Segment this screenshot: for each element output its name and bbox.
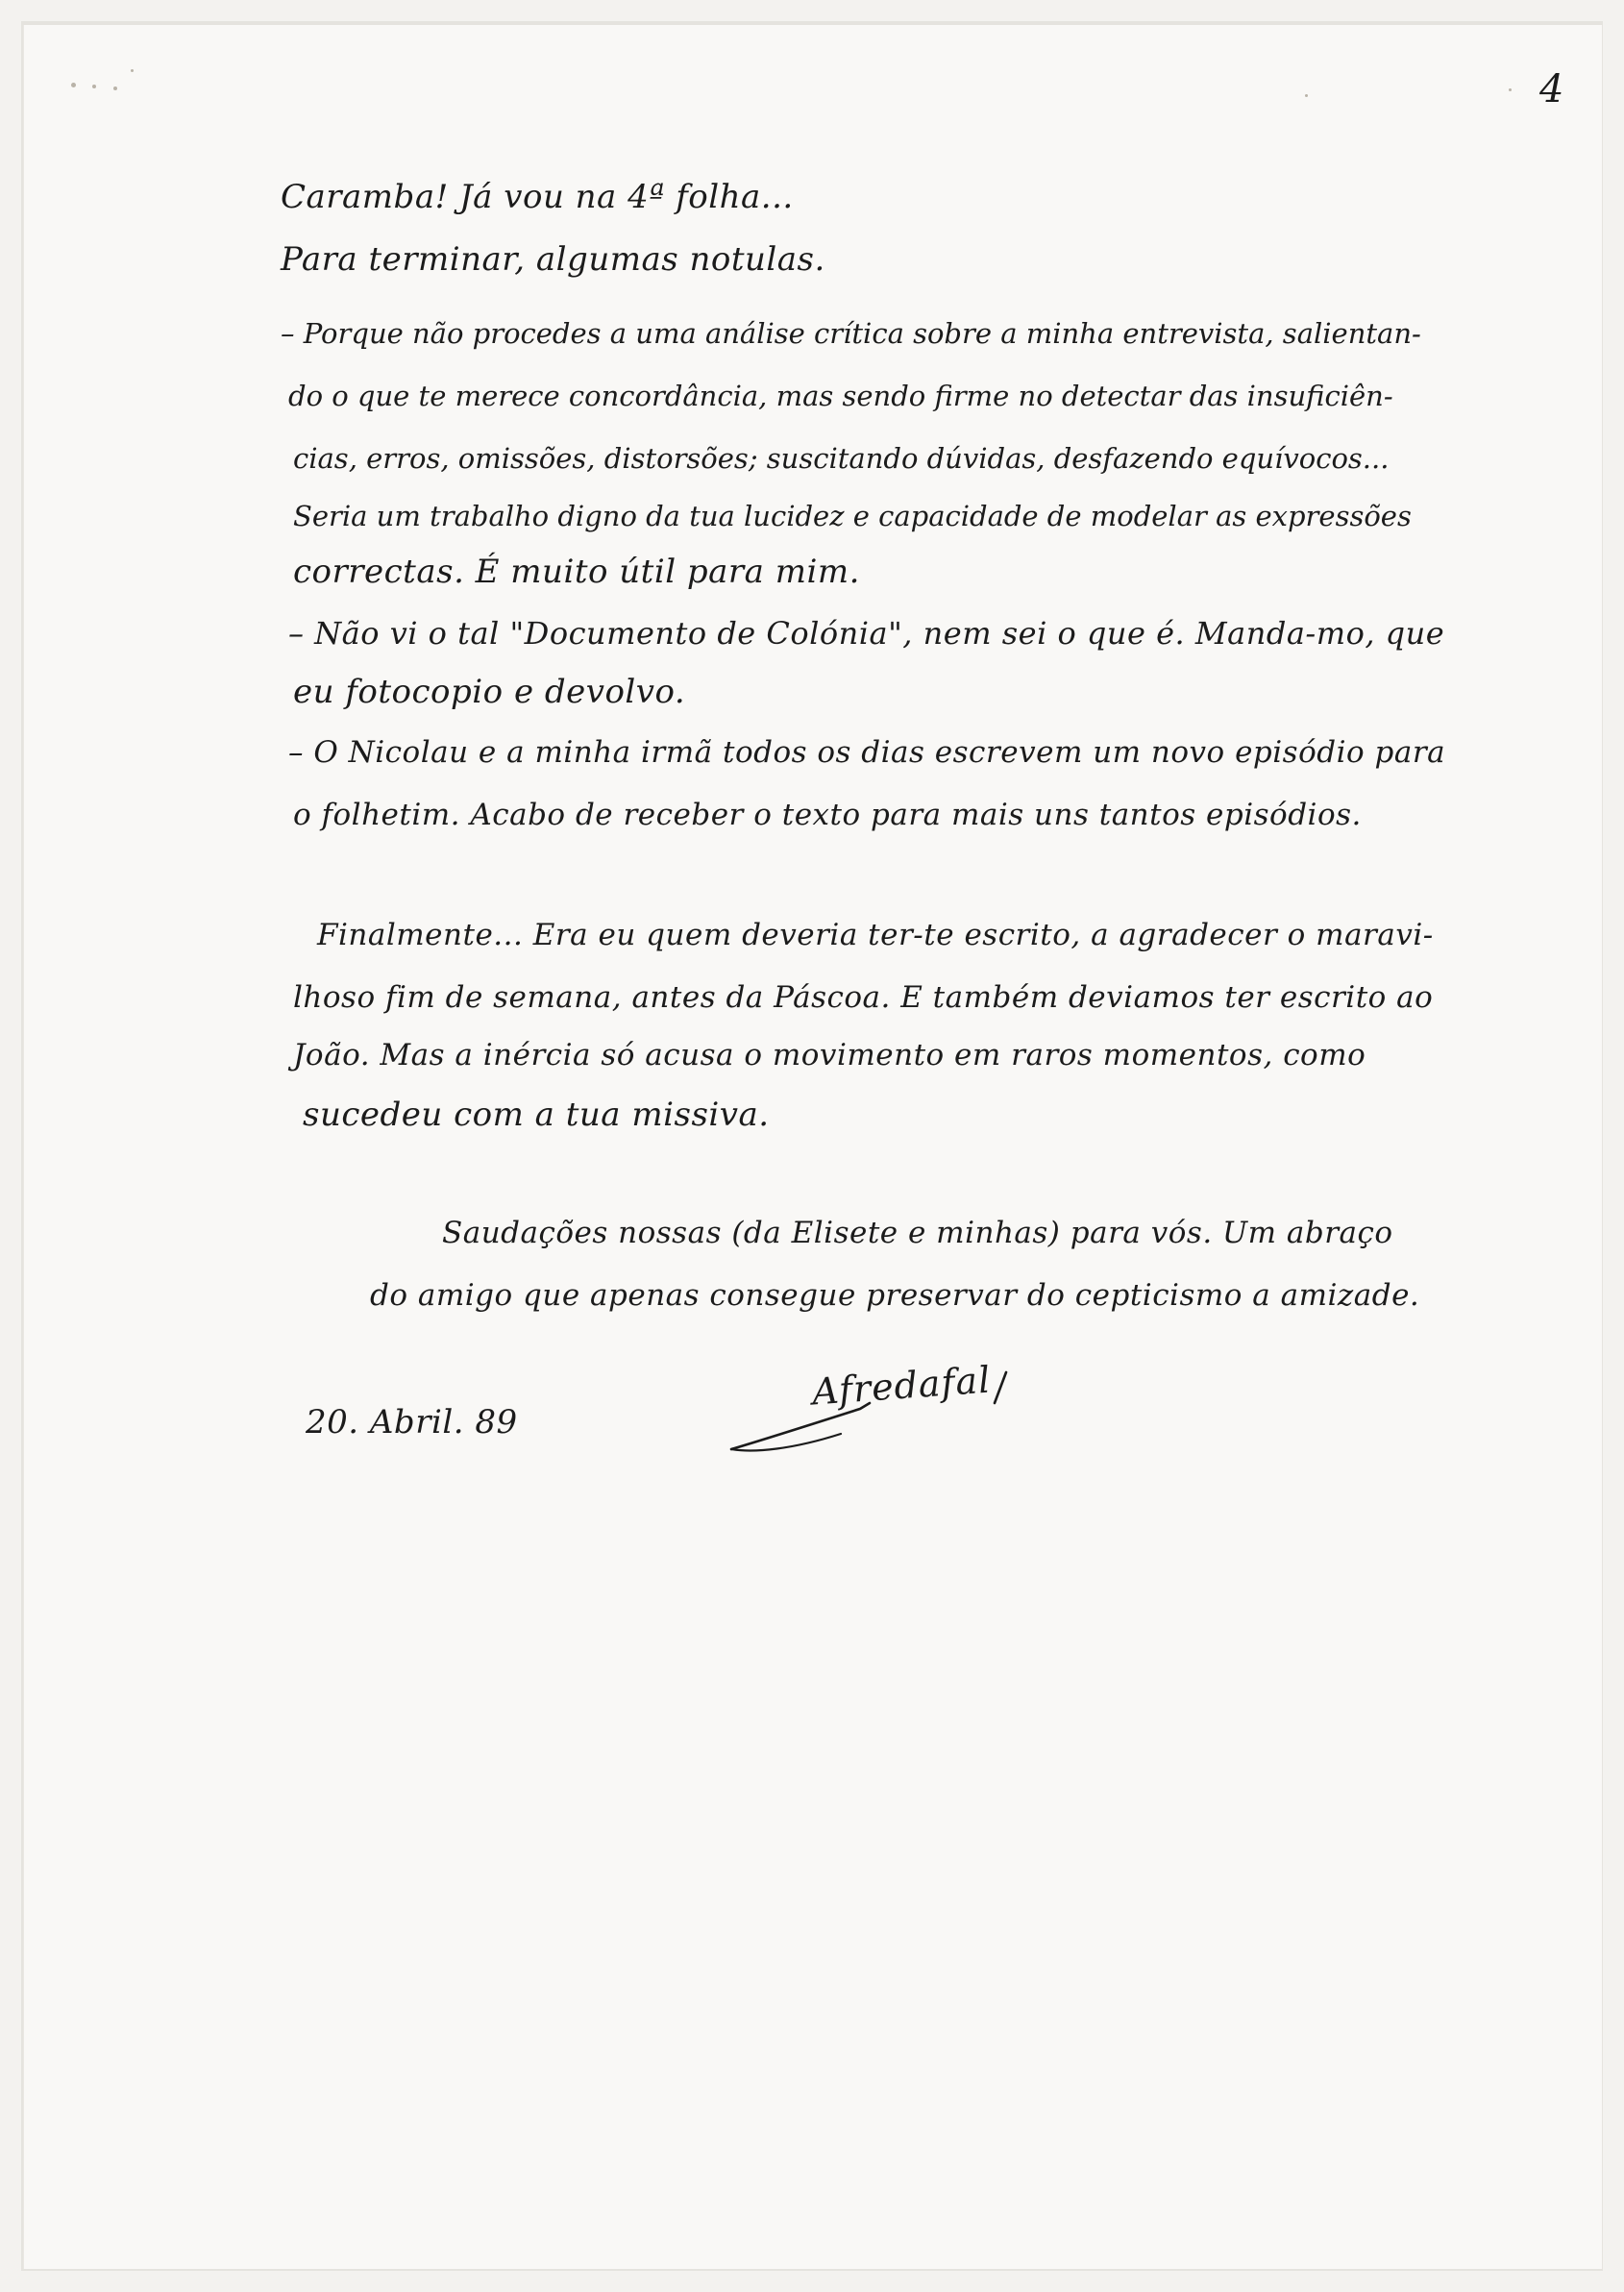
closing-line: Saudações nossas (da Elisete e minhas) para vós. Um abraço [442, 1216, 1393, 1250]
paper-speck [92, 85, 96, 88]
letter-line: João. Mas a inércia só acusa o movimento em raros momentos, como [293, 1038, 1366, 1072]
letter-line: sucedeu com a tua missiva. [303, 1096, 770, 1134]
handwritten-signature [726, 1358, 1043, 1461]
paper-speck [1305, 94, 1308, 97]
letter-date: 20. Abril. 89 [306, 1403, 518, 1442]
letter-line: – Porque não procedes a uma análise crítica sobre a minha entrevista, salientan- [281, 317, 1421, 350]
letter-line: Finalmente... Era eu quem deveria ter-te escrito, a agradecer o maravi- [317, 918, 1434, 952]
letter-line: do o que te merece concordância, mas sendo firme no detectar das insuficiên- [288, 380, 1393, 412]
letter-line: Caramba! Já vou na 4ª folha... [281, 178, 794, 216]
letter-line: correctas. É muito útil para mim. [293, 553, 860, 591]
letter-line: – O Nicolau e a minha irmã todos os dias escrevem um novo episódio para [288, 735, 1446, 770]
paper-speck [1509, 88, 1512, 91]
signature-name: Afredafal [810, 1358, 993, 1414]
letter-line: – Não vi o tal "Documento de Colónia", nem sei o que é. Manda-mo, que [288, 615, 1445, 652]
paper-speck [71, 83, 76, 87]
letter-line: eu fotocopio e devolvo. [293, 673, 686, 711]
letter-line: Seria um trabalho digno da tua lucidez e capacidade de modelar as expressões [293, 500, 1412, 532]
paper-speck [131, 69, 134, 72]
paper-speck [113, 86, 117, 90]
paper-sheet [23, 25, 1603, 2269]
closing-line: do amigo que apenas consegue preservar do cepticismo a amizade. [370, 1278, 1420, 1313]
letter-line: cias, erros, omissões, distorsões; suscitando dúvidas, desfazendo equívocos... [293, 442, 1390, 475]
letter-line: Para terminar, algumas notulas. [281, 240, 825, 279]
letter-line: o folhetim. Acabo de receber o texto para mais uns tantos episódios. [293, 798, 1362, 832]
letter-line: lhoso fim de semana, antes da Páscoa. E também deviamos ter escrito ao [293, 980, 1434, 1015]
page-number: 4 [1539, 67, 1564, 111]
